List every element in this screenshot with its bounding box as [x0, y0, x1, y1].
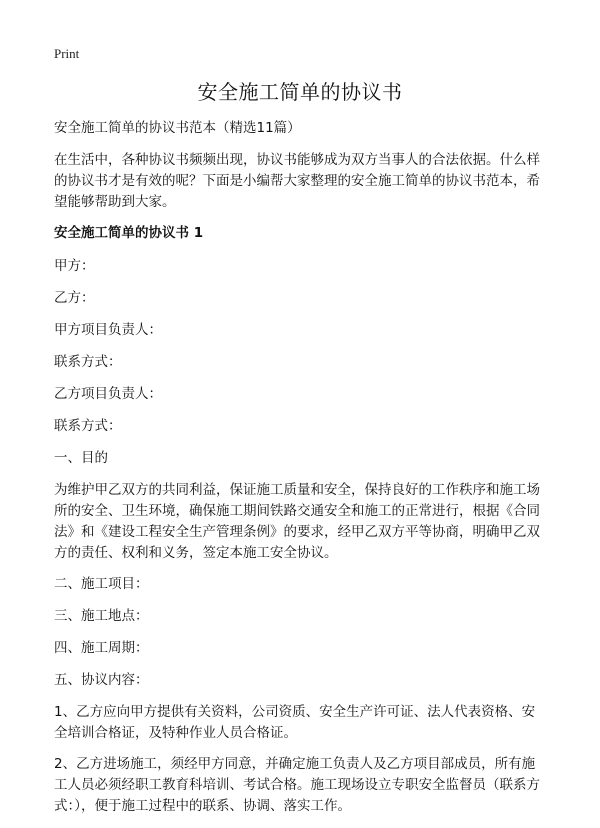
- location-item: 三、施工地点：: [54, 608, 149, 624]
- content-item: 五、协议内容：: [54, 672, 149, 688]
- party-b-manager-field: 乙方项目负责人：: [54, 386, 162, 402]
- period-item: 四、施工周期：: [54, 640, 149, 656]
- purpose-heading: 一、目的: [54, 450, 108, 466]
- document-body: [54, 118, 548, 827]
- project-item: 二、施工项目：: [54, 576, 149, 592]
- print-link[interactable]: Print: [54, 46, 80, 61]
- party-a-field: 甲方：: [54, 258, 95, 274]
- purpose-paragraph: 为维护甲乙双方的共同利益，保证施工质量和安全，保持良好的工作秩序和施工场所的安全、卫生环境，确保施工期间铁路交通安全和施工的正常进行，根据《合同法》和《建设工程安全生产管理条例》的要求，经甲乙双方平等协商，明确甲乙双方的责任、权利和义务，签定本施工安全协议。: [54, 482, 540, 561]
- document-subtitle: 安全施工简单的协议书范本（精选11篇）: [54, 120, 301, 136]
- intro-paragraph: 在生活中，各种协议书频频出现，协议书能够成为双方当事人的合法依据。什么样的协议书才是有效的呢？下面是小编帮大家整理的安全施工简单的协议书范本，希望能够帮助到大家。: [54, 152, 540, 210]
- clause-2: 2、乙方进场施工，须经甲方同意，并确定施工负责人及乙方项目部成员，所有施工人员必须经职工教育科培训、考试合格。施工现场设立专职安全监督员（联系方式：），便于施工过程中的联系、协调、落实工作。: [54, 756, 540, 814]
- clause-1: 1、乙方应向甲方提供有关资料，公司资质、安全生产许可证、法人代表资格、安全培训合格证，及特种作业人员合格证。: [54, 704, 536, 741]
- party-b-field: 乙方：: [54, 290, 95, 306]
- party-b-contact-field: 联系方式：: [54, 418, 122, 434]
- section-heading: 安全施工简单的协议书 1: [54, 225, 204, 241]
- party-a-manager-field: 甲方项目负责人：: [54, 322, 162, 338]
- document-title: 安全施工简单的协议书: [197, 80, 403, 104]
- party-a-contact-field: 联系方式：: [54, 354, 122, 370]
